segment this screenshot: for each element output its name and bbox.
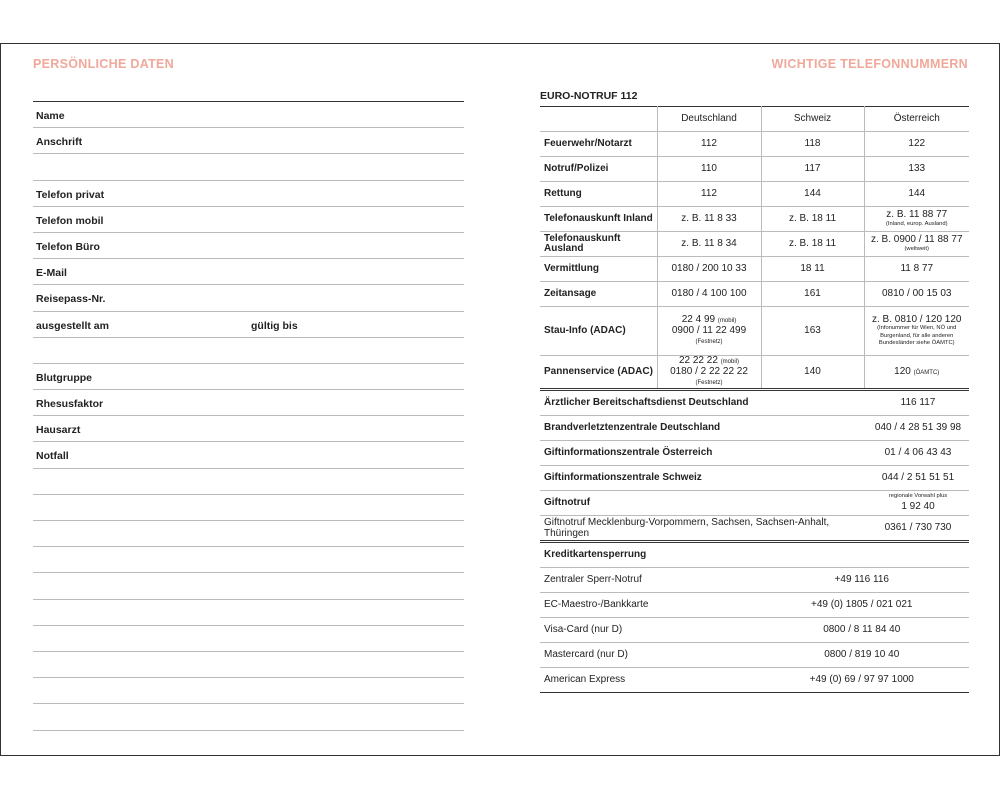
number-text: 0180 / 2 22 22 22 xyxy=(670,365,748,377)
form-line[interactable] xyxy=(33,573,464,599)
services-table xyxy=(540,390,969,541)
switzerland-number: 140 xyxy=(761,356,864,389)
form-line[interactable] xyxy=(33,704,464,730)
credit-label: Visa-Card (nur D) xyxy=(540,617,755,642)
book-spread xyxy=(0,43,1000,756)
service-label: Giftnotruf xyxy=(540,490,867,515)
form-line[interactable] xyxy=(33,207,464,233)
switzerland-number: z. B. 18 11 xyxy=(761,207,864,232)
form-line[interactable] xyxy=(33,233,464,259)
number-text: 0180 / 200 10 33 xyxy=(671,262,747,274)
credit-card-table xyxy=(540,542,969,693)
credit-label: EC-Maestro-/Bankkarte xyxy=(540,592,755,617)
number-note: (Festnetz) xyxy=(695,339,723,346)
number-text: 044 / 2 51 51 51 xyxy=(881,472,955,483)
number-text: 0810 / 00 15 03 xyxy=(881,287,952,299)
credit-label: Mastercard (nur D) xyxy=(540,642,755,667)
number-text: z. B. 11 88 77 xyxy=(886,209,948,221)
number-text: 144 xyxy=(908,187,926,199)
form-line[interactable] xyxy=(33,521,464,547)
number-note: Burgenland, für alle anderen xyxy=(880,332,954,339)
germany-number xyxy=(657,207,761,232)
credit-row xyxy=(540,592,969,617)
form-line[interactable] xyxy=(33,626,464,652)
credit-row xyxy=(540,567,969,592)
austria-number xyxy=(864,356,969,389)
row-label: Zeitansage xyxy=(540,282,657,307)
row-label: Telefonauskunft Inland xyxy=(540,207,657,232)
switzerland-number: 144 xyxy=(761,182,864,207)
germany-number xyxy=(657,157,761,182)
table-row xyxy=(540,207,969,232)
credit-row xyxy=(540,642,969,667)
table-header-row xyxy=(540,107,969,132)
credit-title: Kreditkartensperrung xyxy=(540,542,969,567)
germany-number xyxy=(657,182,761,207)
switzerland-number: 18 11 xyxy=(761,257,864,282)
number-text: 1 92 40 xyxy=(901,500,935,512)
form-line[interactable] xyxy=(33,678,464,704)
credit-number: +49 (0) 1805 / 021 021 xyxy=(755,592,970,617)
service-label: Brandverletztenzentrale Deutschland xyxy=(540,415,867,440)
form-field-label: Anschrift xyxy=(36,136,83,149)
service-row xyxy=(540,465,969,490)
germany-number xyxy=(657,282,761,307)
number-note: (Infonummer für Wien, NÖ und xyxy=(877,325,957,332)
form-field-label: Reisepass-Nr. xyxy=(36,293,106,306)
right-page-heading: WICHTIGE TELEFONNUMMERN xyxy=(771,57,968,71)
emergency-numbers-table xyxy=(540,106,969,389)
service-row xyxy=(540,440,969,465)
service-row xyxy=(540,515,969,540)
austria-number xyxy=(864,207,969,232)
service-label: Giftinformationszentrale Schweiz xyxy=(540,465,867,490)
row-label: Stau-Info (ADAC) xyxy=(540,307,657,356)
form-field-label: Telefon mobil xyxy=(36,214,104,227)
service-number xyxy=(867,440,969,465)
austria-number xyxy=(864,307,969,356)
form-line[interactable] xyxy=(33,600,464,626)
austria-number xyxy=(864,232,969,257)
credit-title-row xyxy=(540,542,969,567)
row-label: Notruf/Polizei xyxy=(540,157,657,182)
form-line[interactable] xyxy=(33,181,464,207)
number-text: 01 / 4 06 43 43 xyxy=(884,447,952,458)
credit-row xyxy=(540,617,969,642)
number-text: z. B. 11 8 34 xyxy=(681,237,737,249)
form-line[interactable] xyxy=(33,469,464,495)
number-text: 112 xyxy=(701,187,717,199)
austria-number xyxy=(864,282,969,307)
credit-label: Zentraler Sperr-Notruf xyxy=(540,567,755,592)
form-field-label: E-Mail xyxy=(36,267,67,280)
service-number xyxy=(867,415,969,440)
form-field-label: Blutgruppe xyxy=(36,371,92,384)
row-label: Vermittlung xyxy=(540,257,657,282)
form-line[interactable] xyxy=(33,364,464,390)
form-line[interactable] xyxy=(33,154,464,180)
euro-notruf-title: EURO-NOTRUF 112 xyxy=(540,90,638,102)
form-line[interactable] xyxy=(33,128,464,154)
credit-number: 0800 / 8 11 84 40 xyxy=(755,617,970,642)
form-line[interactable] xyxy=(33,416,464,442)
number-note: (mobil) xyxy=(717,318,737,325)
form-field-label: Telefon Büro xyxy=(36,240,100,253)
table-row xyxy=(540,157,969,182)
credit-number: +49 116 116 xyxy=(755,567,970,592)
number-note: (weltweit) xyxy=(904,245,929,252)
table-row xyxy=(540,257,969,282)
form-line[interactable] xyxy=(33,390,464,416)
austria-number xyxy=(864,182,969,207)
table-row xyxy=(540,232,969,257)
form-field-label: Telefon privat xyxy=(36,188,105,201)
credit-number: +49 (0) 69 / 97 97 1000 xyxy=(755,667,970,692)
germany-number xyxy=(657,356,761,389)
credit-row xyxy=(540,667,969,692)
austria-number xyxy=(864,132,969,157)
number-text: 116 117 xyxy=(900,397,936,408)
form-line[interactable] xyxy=(33,442,464,468)
table-row xyxy=(540,282,969,307)
row-label: Pannenservice (ADAC) xyxy=(540,356,657,389)
form-line[interactable] xyxy=(33,338,464,364)
service-number xyxy=(867,390,969,415)
row-label: Feuerwehr/Notarzt xyxy=(540,132,657,157)
table-row xyxy=(540,132,969,157)
germany-number xyxy=(657,307,761,356)
form-line[interactable] xyxy=(33,259,464,285)
form-field-label: gültig bis xyxy=(251,319,298,332)
row-label: Telefonauskunft Ausland xyxy=(540,232,657,257)
form-field-label: ausgestellt am xyxy=(36,319,109,332)
form-field-label: Notfall xyxy=(36,450,69,463)
service-number xyxy=(867,490,969,515)
number-note: (mobil) xyxy=(720,359,740,365)
service-row xyxy=(540,390,969,415)
credit-label: American Express xyxy=(540,667,755,692)
column-header xyxy=(540,107,657,132)
form-line[interactable] xyxy=(33,285,464,311)
number-note: Bundesländer siehe ÖAMTC) xyxy=(878,339,955,346)
column-header: Schweiz xyxy=(761,107,864,132)
credit-number: 0800 / 819 10 40 xyxy=(755,642,970,667)
form-line[interactable] xyxy=(33,495,464,521)
germany-number xyxy=(657,232,761,257)
form-line[interactable] xyxy=(33,547,464,573)
austria-number xyxy=(864,257,969,282)
number-note: (Festnetz) xyxy=(695,380,723,386)
number-text: 122 xyxy=(908,137,926,149)
germany-number xyxy=(657,132,761,157)
form-line[interactable] xyxy=(33,312,464,338)
form-line[interactable] xyxy=(33,652,464,678)
number-text: 0900 / 11 22 499 xyxy=(671,324,747,336)
column-header: Österreich xyxy=(864,107,969,132)
number-text: 0180 / 4 100 100 xyxy=(671,287,747,299)
row-label: Rettung xyxy=(540,182,657,207)
service-label: Ärztlicher Bereitschaftsdienst Deutschland xyxy=(540,390,867,415)
service-label: Giftinformationszentrale Österreich xyxy=(540,440,867,465)
switzerland-number: 117 xyxy=(761,157,864,182)
number-text: 110 xyxy=(701,162,717,174)
personal-data-form xyxy=(33,101,464,731)
number-text: 22 22 22 xyxy=(678,355,718,366)
table-row xyxy=(540,356,969,389)
number-note: (ÖAMTC) xyxy=(913,369,940,376)
number-text: 112 xyxy=(701,137,717,149)
form-field-label: Name xyxy=(36,110,65,122)
form-line[interactable] xyxy=(33,102,464,128)
number-text: z. B. 11 8 33 xyxy=(681,212,737,224)
table-row xyxy=(540,307,969,356)
switzerland-number: 163 xyxy=(761,307,864,356)
left-page-heading: PERSÖNLICHE DATEN xyxy=(33,57,174,71)
germany-number xyxy=(657,257,761,282)
switzerland-number: 118 xyxy=(761,132,864,157)
phone-numbers-section xyxy=(540,90,969,693)
number-text: 22 4 99 xyxy=(681,314,716,326)
service-number xyxy=(867,465,969,490)
number-text: 133 xyxy=(908,162,926,174)
form-field-label: Rhesusfaktor xyxy=(36,398,104,411)
table-row xyxy=(540,182,969,207)
number-text: 040 / 4 28 51 39 98 xyxy=(874,422,962,433)
number-text: z. B. 0900 / 11 88 77 xyxy=(870,234,963,246)
service-row xyxy=(540,415,969,440)
number-text: z. B. 0810 / 120 120 xyxy=(871,313,962,325)
number-text: 120 xyxy=(894,365,911,377)
austria-number xyxy=(864,157,969,182)
form-field-label: Hausarzt xyxy=(36,424,81,437)
column-header: Deutschland xyxy=(657,107,761,132)
number-note: (Inland, europ. Ausland) xyxy=(885,220,948,227)
number-note: regionale Vorwahl plus xyxy=(888,493,948,500)
service-number xyxy=(867,515,969,540)
number-text: 0361 / 730 730 xyxy=(884,522,952,533)
service-row xyxy=(540,490,969,515)
switzerland-number: 161 xyxy=(761,282,864,307)
number-text: 11 8 77 xyxy=(900,262,934,274)
service-label: Giftnotruf Mecklenburg-Vorpommern, Sachsen, Sachsen-Anhalt, Thüringen xyxy=(540,515,867,540)
switzerland-number: z. B. 18 11 xyxy=(761,232,864,257)
